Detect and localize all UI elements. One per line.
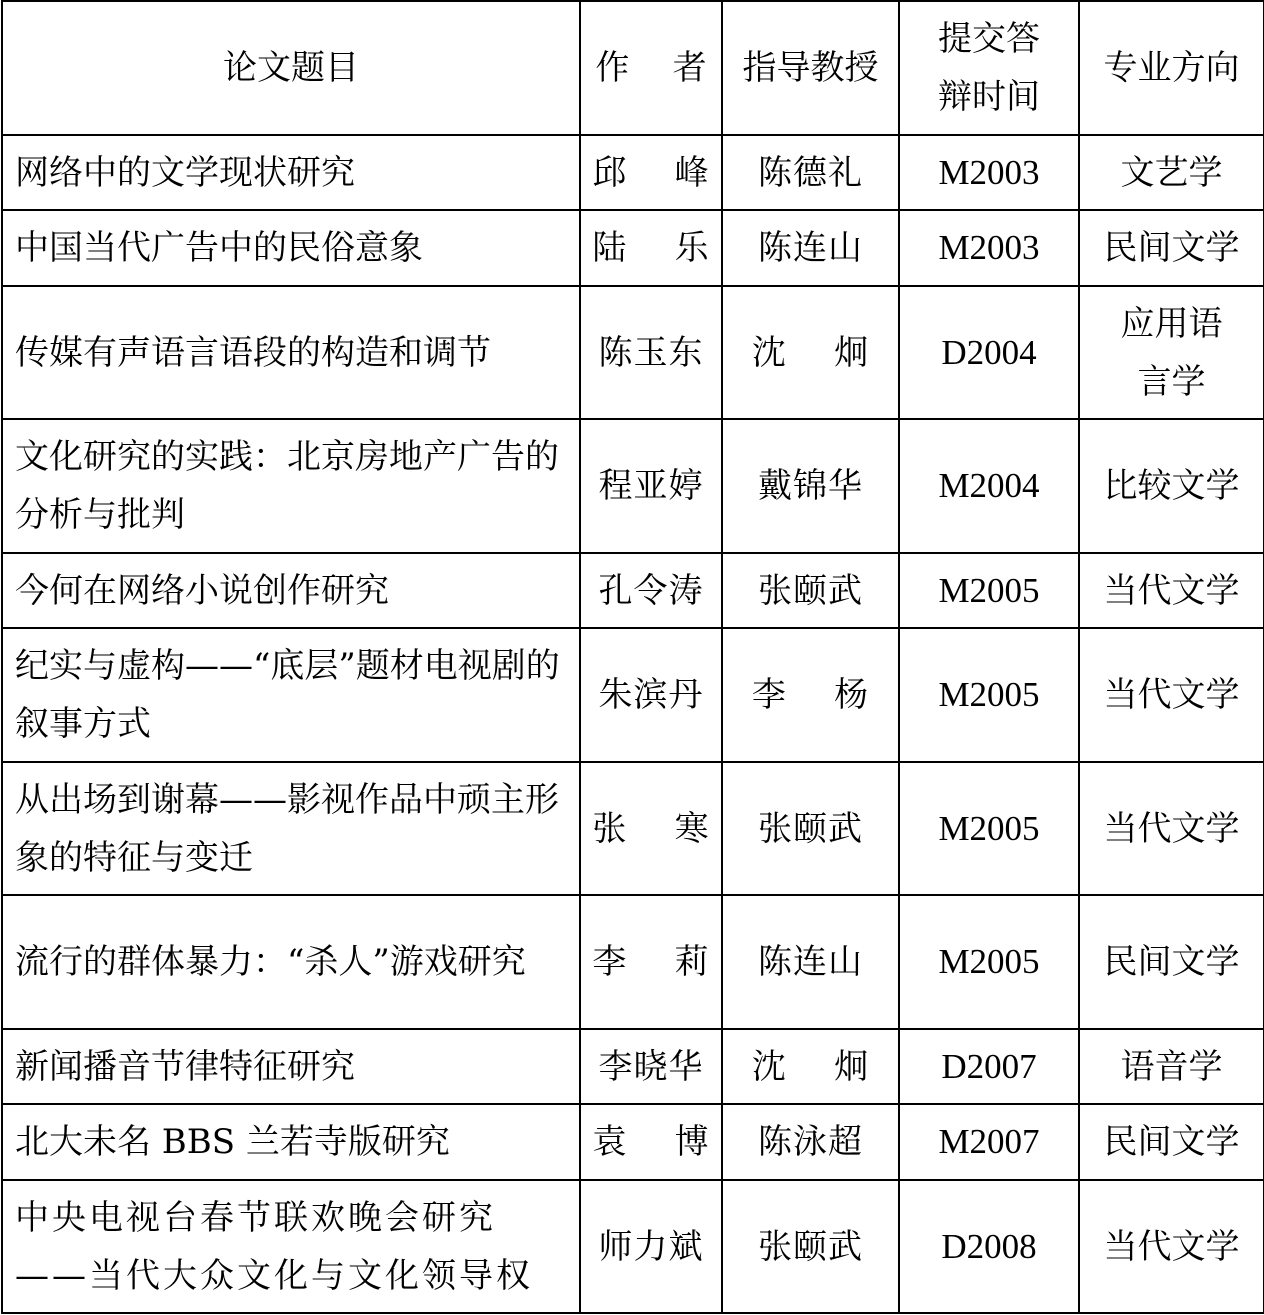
header-title: 论文题目 <box>2 1 580 135</box>
thesis-title: 传媒有声语言语段的构造和调节 <box>2 286 580 419</box>
defense-time: M2005 <box>899 762 1079 895</box>
header-advisor: 指导教授 <box>722 1 899 135</box>
advisor: 沈 炯 <box>722 286 899 419</box>
major: 语音学 <box>1079 1029 1264 1104</box>
advisor: 沈 炯 <box>722 1029 899 1104</box>
thesis-table <box>1 0 1264 1314</box>
table-row <box>2 1029 1264 1104</box>
thesis-title: 网络中的文学现状研究 <box>2 135 580 210</box>
author: 袁 博 <box>580 1104 722 1180</box>
major: 民间文学 <box>1079 1104 1264 1180</box>
author: 朱滨丹 <box>580 628 722 762</box>
table-row <box>2 1180 1264 1313</box>
author: 程亚婷 <box>580 419 722 553</box>
thesis-title: 纪实与虚构——“底层”题材电视剧的叙事方式 <box>2 628 580 762</box>
advisor: 陈泳超 <box>722 1104 899 1180</box>
major: 应用语言学 <box>1079 286 1264 419</box>
advisor: 李 杨 <box>722 628 899 762</box>
header-author: 作 者 <box>580 1 722 135</box>
defense-time: D2004 <box>899 286 1079 419</box>
author: 师力斌 <box>580 1180 722 1313</box>
header-row <box>2 1 1264 135</box>
author: 陆 乐 <box>580 210 722 286</box>
major: 当代文学 <box>1079 553 1264 628</box>
major: 当代文学 <box>1079 628 1264 762</box>
author: 孔令涛 <box>580 553 722 628</box>
table-row <box>2 210 1264 286</box>
major: 当代文学 <box>1079 762 1264 895</box>
table-row <box>2 762 1264 895</box>
header-major: 专业方向 <box>1079 1 1264 135</box>
advisor: 陈连山 <box>722 895 899 1029</box>
author: 陈玉东 <box>580 286 722 419</box>
major: 比较文学 <box>1079 419 1264 553</box>
thesis-title: 北大未名 BBS 兰若寺版研究 <box>2 1104 580 1180</box>
thesis-title: 中央电视台春节联欢晚会研究——当代大众文化与文化领导权 <box>2 1180 580 1313</box>
defense-time: M2003 <box>899 210 1079 286</box>
defense-time: M2004 <box>899 419 1079 553</box>
table-row <box>2 286 1264 419</box>
thesis-title: 流行的群体暴力：“杀人”游戏研究 <box>2 895 580 1029</box>
advisor: 张颐武 <box>722 1180 899 1313</box>
thesis-title: 从出场到谢幕——影视作品中顽主形象的特征与变迁 <box>2 762 580 895</box>
advisor: 张颐武 <box>722 762 899 895</box>
defense-time: D2008 <box>899 1180 1079 1313</box>
table-row <box>2 895 1264 1029</box>
advisor: 戴锦华 <box>722 419 899 553</box>
table-row <box>2 1104 1264 1180</box>
defense-time: M2003 <box>899 135 1079 210</box>
defense-time: M2007 <box>899 1104 1079 1180</box>
advisor: 张颐武 <box>722 553 899 628</box>
defense-time: M2005 <box>899 895 1079 1029</box>
major: 民间文学 <box>1079 895 1264 1029</box>
major: 文艺学 <box>1079 135 1264 210</box>
defense-time: D2007 <box>899 1029 1079 1104</box>
author: 邱 峰 <box>580 135 722 210</box>
major: 当代文学 <box>1079 1180 1264 1313</box>
author: 李晓华 <box>580 1029 722 1104</box>
defense-time: M2005 <box>899 553 1079 628</box>
header-defense-time: 提交答辩时间 <box>899 1 1079 135</box>
thesis-title: 文化研究的实践：北京房地产广告的分析与批判 <box>2 419 580 553</box>
table-row <box>2 135 1264 210</box>
author: 李 莉 <box>580 895 722 1029</box>
table-row <box>2 553 1264 628</box>
advisor: 陈德礼 <box>722 135 899 210</box>
thesis-title: 中国当代广告中的民俗意象 <box>2 210 580 286</box>
defense-time: M2005 <box>899 628 1079 762</box>
thesis-title: 新闻播音节律特征研究 <box>2 1029 580 1104</box>
table-row <box>2 628 1264 762</box>
table-row <box>2 419 1264 553</box>
thesis-title: 今何在网络小说创作研究 <box>2 553 580 628</box>
major: 民间文学 <box>1079 210 1264 286</box>
advisor: 陈连山 <box>722 210 899 286</box>
author: 张 寒 <box>580 762 722 895</box>
